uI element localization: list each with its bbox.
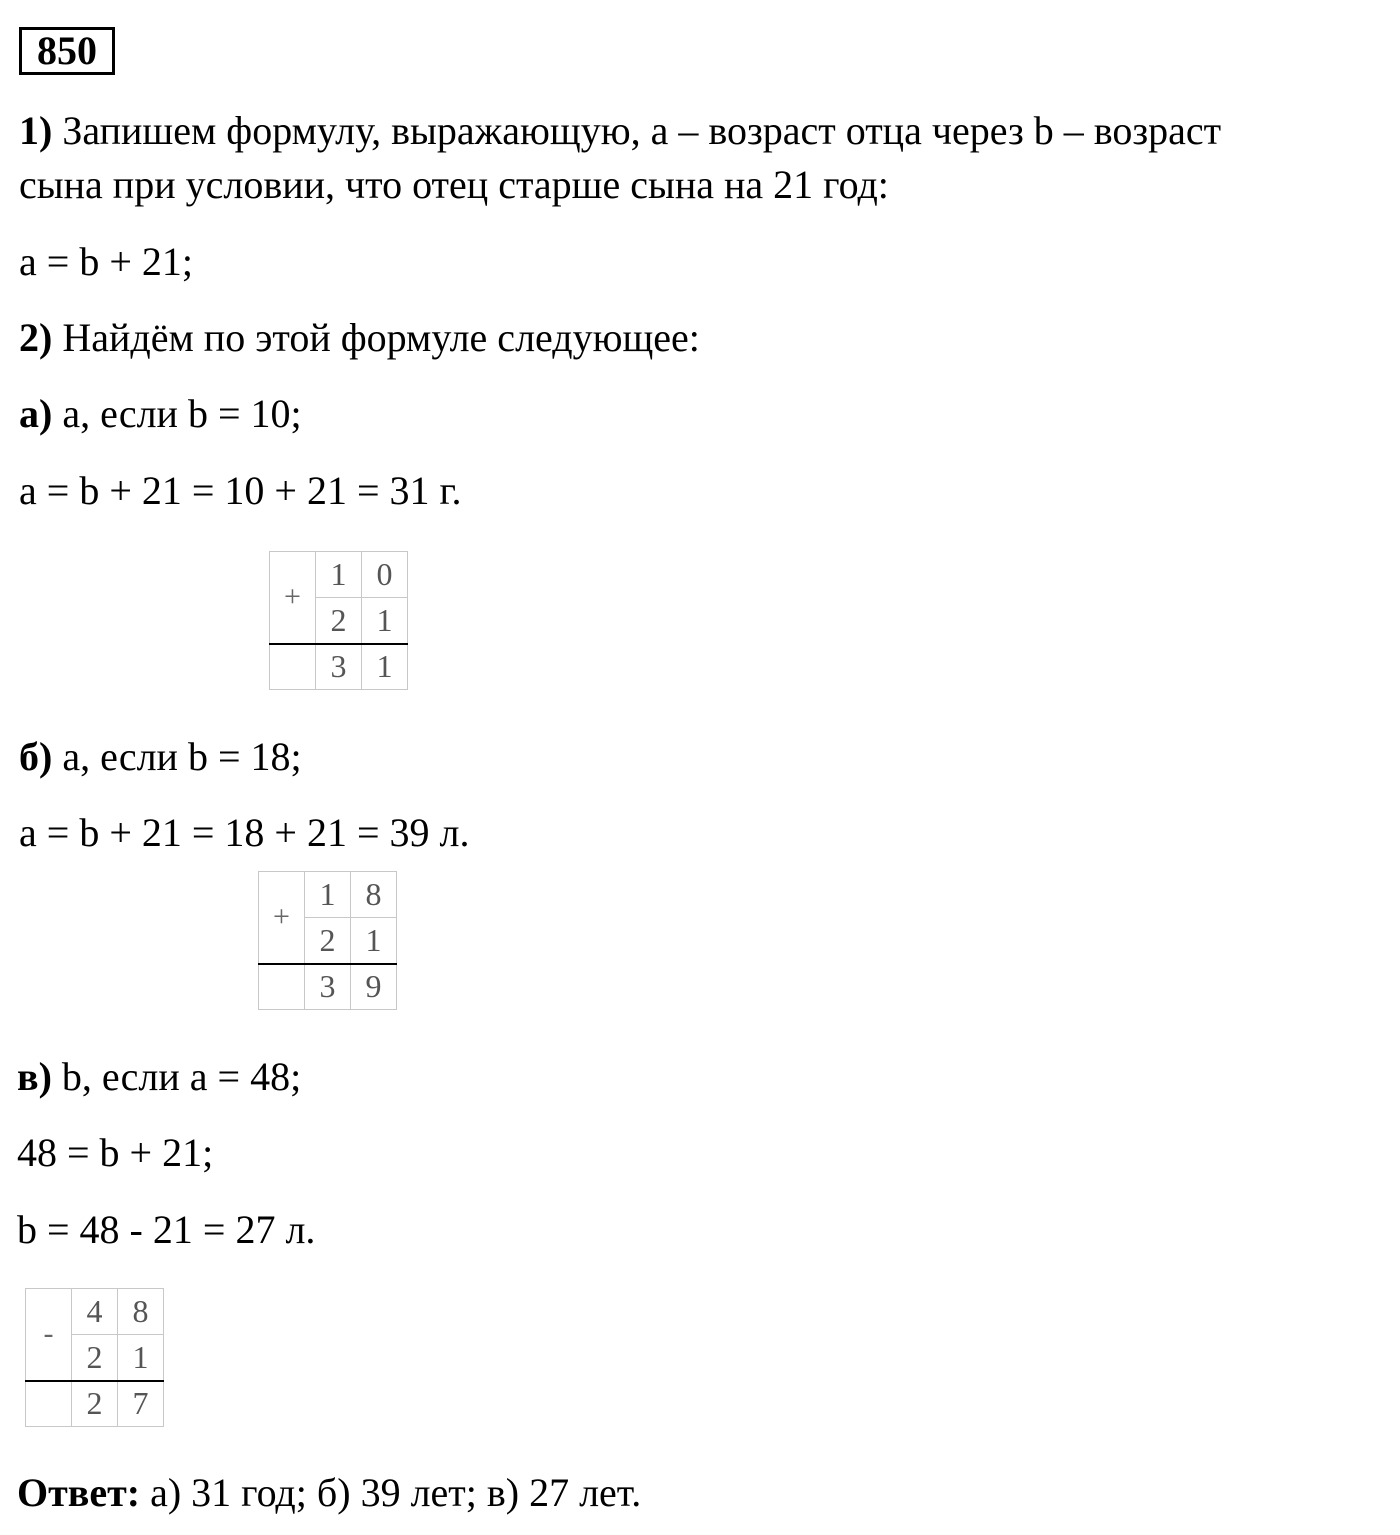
case-c-eq1: 48 = b + 21; [17, 1130, 214, 1175]
part1-marker: 1) [19, 108, 53, 153]
column-subtraction-c [25, 1288, 164, 1427]
digit-cell: 1 [118, 1335, 164, 1381]
result-digit-cell: 2 [72, 1381, 118, 1427]
part1-line1 [19, 107, 1221, 155]
column-addition-a [269, 551, 408, 690]
case-a-condition [19, 390, 302, 438]
case-a-condition-text: a, если b = 10; [62, 391, 302, 436]
result-digit-cell: 3 [316, 644, 362, 690]
answer-text: а) 31 год; б) 39 лет; в) 27 лет. [150, 1470, 642, 1515]
digit-cell: 2 [305, 918, 351, 964]
digit-cell: 1 [362, 598, 408, 644]
answer-line [17, 1469, 641, 1517]
answer-label: Ответ: [17, 1470, 141, 1515]
digit-cell: 1 [351, 918, 397, 964]
digit-cell: 0 [362, 552, 408, 598]
part2-line [19, 314, 700, 362]
empty-cell [259, 964, 305, 1010]
case-c-condition-text: b, если a = 48; [61, 1054, 302, 1099]
digit-cell: 1 [305, 872, 351, 918]
digit-cell: 2 [72, 1335, 118, 1381]
case-c-eq2: b = 48 - 21 = 27 л. [17, 1207, 316, 1252]
case-b-marker: б) [19, 734, 53, 779]
case-b-condition-text: a, если b = 18; [62, 734, 302, 779]
part2-text: Найдём по этой формуле следующее: [62, 315, 700, 360]
part1-line1-text: Запишем формулу, выражающую, a – возраст отца через b – возраст [62, 108, 1222, 153]
empty-cell [26, 1381, 72, 1427]
digit-cell: 4 [72, 1289, 118, 1335]
part1-formula: a = b + 21; [19, 239, 193, 284]
case-a-calc: a = b + 21 = 10 + 21 = 31 г. [19, 468, 462, 513]
result-digit-cell: 1 [362, 644, 408, 690]
result-digit-cell: 3 [305, 964, 351, 1010]
case-b-calc: a = b + 21 = 18 + 21 = 39 л. [19, 810, 470, 855]
digit-cell: 8 [351, 872, 397, 918]
result-digit-cell: 9 [351, 964, 397, 1010]
part1-line2: сына при условии, что отец старше сына на 21 год: [19, 162, 889, 207]
result-digit-cell: 7 [118, 1381, 164, 1427]
digit-cell: 2 [316, 598, 362, 644]
operator: + [259, 872, 305, 964]
operator: - [26, 1289, 72, 1381]
part2-marker: 2) [19, 315, 53, 360]
empty-cell [270, 644, 316, 690]
case-c-condition [17, 1053, 301, 1101]
digit-cell: 1 [316, 552, 362, 598]
case-b-condition [19, 733, 302, 781]
column-addition-b [258, 871, 397, 1010]
digit-cell: 8 [118, 1289, 164, 1335]
case-a-marker: а) [19, 391, 53, 436]
case-c-marker: в) [17, 1054, 52, 1099]
task-number-box: 850 [19, 27, 115, 75]
operator: + [270, 552, 316, 644]
